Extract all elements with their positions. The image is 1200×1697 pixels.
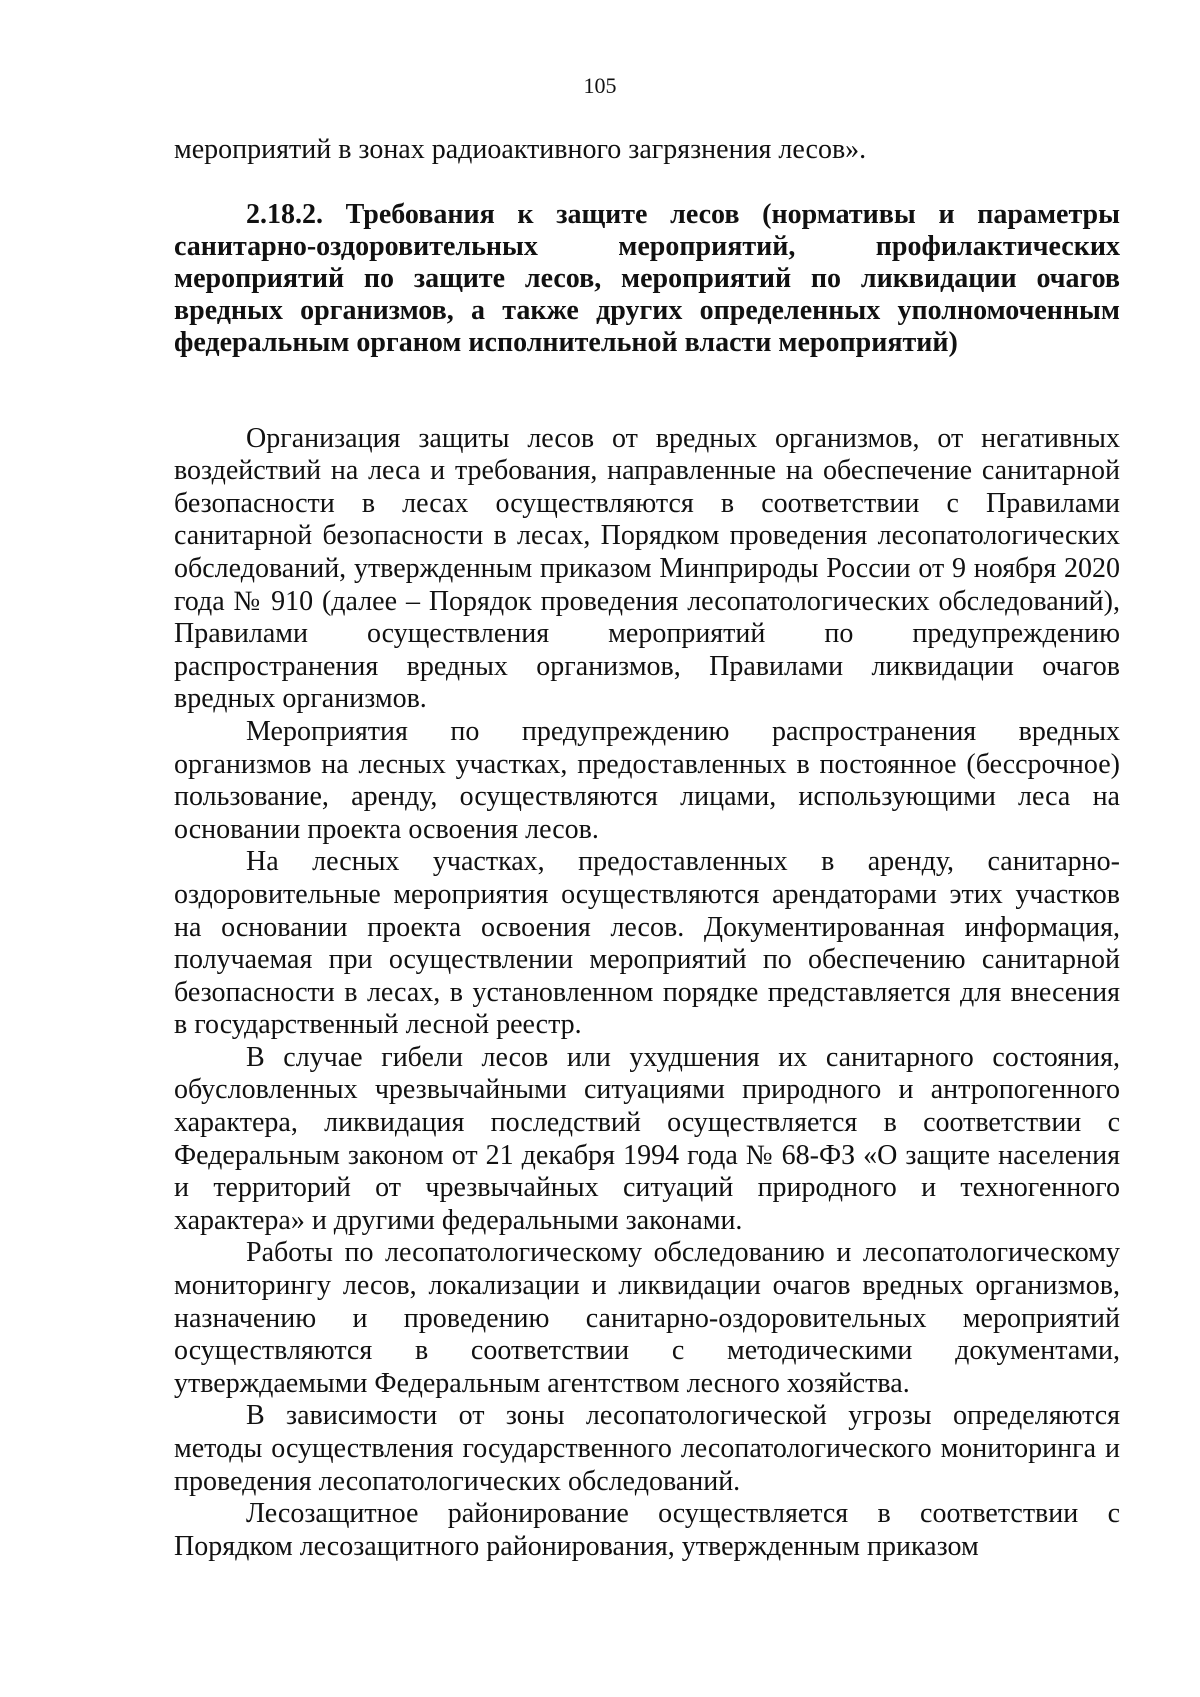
paragraph-emergency-situations: В случае гибели лесов или ухудшения их санитарного состояния, обусловленных чрезвычайными ситуациями природного и антропогенного характера, ликвидация последствий осуществляется в соответствии с Федеральным законом от 21 декабря 1994 года № 68-ФЗ «О защите населения и территорий от чрезвычайных ситуаций природного и техногенного характера» и другими федеральными законами. [174, 1041, 1120, 1236]
document-body [174, 134, 1120, 1563]
paragraph-leased-plots: На лесных участках, предоставленных в аренду, санитарно-оздоровительные мероприятия осуществляются арендаторами этих участков на основании проекта освоения лесов. Документированная информация, получаемая при осуществлении мероприятий по обеспечению санитарной безопасности в лесах, в установленном порядке представляется для внесения в государственный лесной реестр. [174, 846, 1120, 1041]
page-number: 105 [583, 73, 617, 98]
continuation-text: мероприятий в зонах радиоактивного загрязнения лесов». [174, 134, 867, 165]
paragraph-threat-zones: В зависимости от зоны лесопатологической угрозы определяются методы осуществления государственного лесопатологического мониторинга и проведения лесопатологических обследований. [174, 1400, 1120, 1497]
paragraph-zoning: Лесозащитное районирование осуществляется в соответствии с Порядком лесозащитного районирования, утвержденным приказом [174, 1498, 1120, 1562]
paragraph-forest-protection-organization: Организация защиты лесов от вредных организмов, от негативных воздействий на леса и требования, направленные на обеспечение санитарной безопасности в лесах осуществляются в соответствии с Правилами санитарной безопасности в лесах, Порядком проведения лесопатологических обследований, утвержденным приказом Минприроды России от 9 ноября 2020 года № 910 (далее – Порядок проведения лесопатологических обследований), Правилами осуществления мероприятий по предупреждению распространения вредных организмов, Правилами ликвидации очагов вредных организмов. [174, 422, 1120, 715]
paragraph-monitoring-works: Работы по лесопатологическому обследованию и лесопатологическому мониторингу лесов, локализации и ликвидации очагов вредных организмов, назначению и проведению санитарно-оздоровительных мероприятий осуществляются в соответствии с методическими документами, утверждаемыми Федеральным агентством лесного хозяйства. [174, 1237, 1120, 1399]
paragraph-prevention-measures: Мероприятия по предупреждению распространения вредных организмов на лесных участках, предоставленных в постоянное (бессрочное) пользование, аренду, осуществляются лицами, использующими леса на основании проекта освоения лесов. [174, 715, 1120, 845]
section-heading: 2.18.2. Требования к защите лесов (нормативы и параметры санитарно-оздоровительных мероприятий, профилактических мероприятий по защите лесов, мероприятий по ликвидации очагов вредных организмов, а также других определенных уполномоченным федеральным органом исполнительной власти мероприятий) [174, 198, 1120, 358]
